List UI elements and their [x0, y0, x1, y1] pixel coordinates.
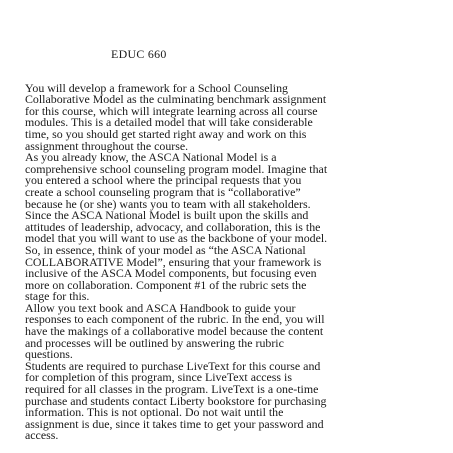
text-line: access. — [25, 428, 59, 443]
text-line: comprehensive school counseling program model. Imagine that — [25, 161, 328, 176]
paragraph-textbook-guide — [25, 300, 428, 362]
text-line: attitudes of leadership, advocacy, and collaboration, this is the — [25, 219, 321, 234]
text-line: questions. — [25, 347, 73, 362]
text-line: information. This is not optional. Do not wait until the — [25, 405, 284, 420]
text-line: for this course, which will integrate learning across all course — [25, 103, 318, 118]
text-line: required for all classes in the program. LiveText is a one-time — [25, 382, 319, 397]
text-line: because he (or she) wants you to team with all stakeholders. — [25, 196, 311, 211]
text-line: for completion of this program, since LiveText access is — [25, 370, 292, 385]
text-line: Collaborative Model as the culminating benchmark assignment — [25, 92, 327, 107]
text-line: purchase and students contact Liberty bookstore for purchasing — [25, 393, 327, 408]
title-spacer — [25, 61, 428, 83]
text-line: time, so you should get started right away and work on this — [25, 126, 307, 141]
text-line: inclusive of the ASCA Model components, but focusing even — [25, 266, 317, 281]
text-line: As you already know, the ASCA National Model is a — [25, 150, 277, 165]
text-line: You will develop a framework for a School Counseling — [25, 80, 288, 95]
paragraph-intro — [25, 80, 428, 153]
text-line: responses to each component of the rubric. In the end, you will — [25, 312, 325, 327]
paragraph-livetext — [25, 358, 428, 443]
text-line: have the makings of a collaborative model because the content — [25, 324, 324, 339]
text-line: stage for this. — [25, 289, 90, 304]
text-line: assignment is due, since it takes time to get your password and — [25, 416, 324, 431]
text-line: Allow you text book and ASCA Handbook to guide your — [25, 300, 296, 315]
text-line: model that you will want to use as the backbone of your model. — [25, 231, 328, 246]
text-line: assignment throughout the course. — [25, 138, 189, 153]
text-line: Since the ASCA National Model is built upon the skills and — [25, 208, 309, 223]
text-line: and processes will be outlined by answering the rubric — [25, 335, 284, 350]
text-line: more on collaboration. Component #1 of the rubric sets the — [25, 277, 307, 292]
text-line: create a school counseling program that is “collaborative” — [25, 184, 301, 199]
document-body — [25, 49, 428, 442]
text-line: So, in essence, think of your model as “the ASCA National — [25, 242, 306, 257]
text-line: Students are required to purchase LiveText for this course and — [25, 358, 321, 373]
text-line: COLLABORATIVE Model”, ensuring that your framework is — [25, 254, 322, 269]
text-line: you entered a school where the principal requests that you — [25, 173, 302, 188]
paragraph-asca-model — [25, 152, 428, 303]
document-title: EDUC 660 — [111, 47, 167, 61]
text-line: modules. This is a detailed model that will take considerable — [25, 115, 313, 130]
